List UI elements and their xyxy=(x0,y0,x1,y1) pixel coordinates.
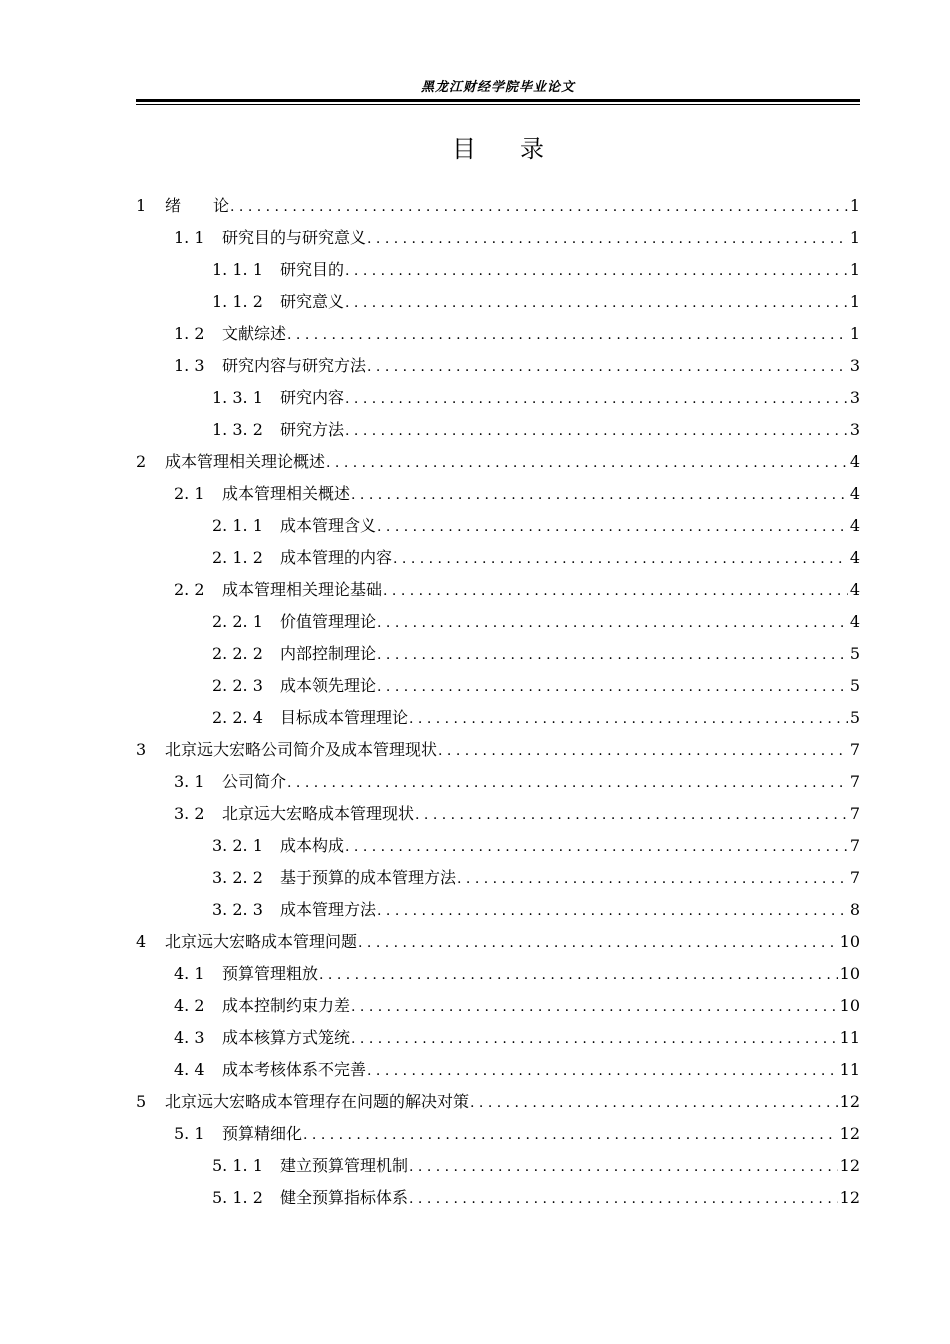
toc-entry-page: 3 xyxy=(849,356,860,375)
toc-dot-leader xyxy=(367,223,848,255)
toc-entry-page: 5 xyxy=(849,708,860,727)
toc-entry-page: 1 xyxy=(849,196,860,215)
toc-entry-number: 3. 2. 1 xyxy=(212,836,263,855)
toc-dot-leader xyxy=(351,991,838,1023)
toc-entry-title: 绪 论 xyxy=(165,196,230,215)
toc-dot-leader xyxy=(319,959,838,991)
toc-entry-number: 2. 1. 2 xyxy=(212,548,263,567)
toc-entry[interactable] xyxy=(136,958,860,990)
toc-entry-title: 成本控制约束力差 xyxy=(222,996,351,1015)
toc-entry-title: 预算管理粗放 xyxy=(222,964,319,983)
toc-entry[interactable] xyxy=(136,766,860,798)
toc-dot-leader xyxy=(470,1087,838,1119)
toc-entry-title: 研究意义 xyxy=(280,292,345,311)
toc-entry[interactable] xyxy=(136,190,860,222)
toc-entry-number: 5 xyxy=(136,1092,147,1111)
toc-entry-title: 成本管理的内容 xyxy=(280,548,393,567)
toc-entry-number: 2. 2. 1 xyxy=(212,612,263,631)
toc-entry-title: 北京远大宏略成本管理存在问题的解决对策 xyxy=(165,1092,470,1111)
toc-entry[interactable] xyxy=(136,862,860,894)
toc-entry-page: 10 xyxy=(839,932,860,951)
toc-entry[interactable] xyxy=(136,638,860,670)
toc-entry[interactable] xyxy=(136,1118,860,1150)
toc-dot-leader xyxy=(345,415,848,447)
toc-entry-number: 5. 1. 1 xyxy=(212,1156,263,1175)
toc-entry-number: 3. 2 xyxy=(174,804,205,823)
toc-entry-page: 10 xyxy=(839,996,860,1015)
title-char-2: 录 xyxy=(520,135,544,163)
toc-entry-title: 预算精细化 xyxy=(222,1124,303,1143)
toc-entry-number: 4. 2 xyxy=(174,996,205,1015)
toc-entry-title: 目标成本管理理论 xyxy=(280,708,409,727)
toc-entry-number: 2. 2 xyxy=(174,580,205,599)
toc-entry-number: 3. 1 xyxy=(174,772,205,791)
toc-entry-number: 1. 3. 2 xyxy=(212,420,263,439)
toc-entry[interactable] xyxy=(136,1086,860,1118)
toc-entry-title: 成本考核体系不完善 xyxy=(222,1060,367,1079)
toc-entry[interactable] xyxy=(136,382,860,414)
toc-entry-title: 北京远大宏略成本管理问题 xyxy=(165,932,358,951)
toc-entry[interactable] xyxy=(136,894,860,926)
toc-dot-leader xyxy=(345,831,848,863)
toc-entry-number: 2. 1. 1 xyxy=(212,516,263,535)
toc-entry[interactable] xyxy=(136,830,860,862)
toc-entry[interactable] xyxy=(136,574,860,606)
toc-entry-page: 12 xyxy=(839,1124,860,1143)
toc-entry[interactable] xyxy=(136,446,860,478)
toc-entry-number: 2. 1 xyxy=(174,484,205,503)
page-header: 黑龙江财经学院毕业论文 xyxy=(420,80,575,95)
toc-dot-leader xyxy=(409,703,848,735)
toc-entry-number: 2 xyxy=(136,452,147,471)
toc-entry-number: 4 xyxy=(136,932,147,951)
toc-dot-leader xyxy=(377,671,848,703)
toc-entry-number: 1. 1. 2 xyxy=(212,292,263,311)
toc-entry-page: 1 xyxy=(849,228,860,247)
toc-entry[interactable] xyxy=(136,510,860,542)
toc-entry[interactable] xyxy=(136,542,860,574)
toc-entry-title: 成本管理相关概述 xyxy=(222,484,351,503)
toc-entry-title: 研究内容与研究方法 xyxy=(222,356,367,375)
toc-dot-leader xyxy=(345,287,848,319)
toc-entry-title: 研究内容 xyxy=(280,388,345,407)
toc-dot-leader xyxy=(345,255,848,287)
toc-entry[interactable] xyxy=(136,702,860,734)
toc-entry-page: 5 xyxy=(849,676,860,695)
toc-entry[interactable] xyxy=(136,926,860,958)
title-char-1: 目 xyxy=(452,135,476,163)
toc-entry-page: 4 xyxy=(849,580,860,599)
toc-entry-page: 8 xyxy=(849,900,860,919)
toc-entry-title: 成本管理含义 xyxy=(280,516,377,535)
toc-entry-page: 7 xyxy=(849,804,860,823)
table-of-contents xyxy=(136,190,860,1214)
toc-dot-leader xyxy=(358,927,838,959)
toc-entry-page: 7 xyxy=(849,772,860,791)
toc-entry-title: 基于预算的成本管理方法 xyxy=(280,868,457,887)
toc-entry[interactable] xyxy=(136,350,860,382)
toc-entry-page: 4 xyxy=(849,452,860,471)
toc-entry-page: 12 xyxy=(839,1156,860,1175)
toc-dot-leader xyxy=(230,191,848,223)
toc-entry-title: 内部控制理论 xyxy=(280,644,377,663)
toc-entry-number: 1. 3 xyxy=(174,356,205,375)
toc-dot-leader xyxy=(287,767,848,799)
toc-entry[interactable] xyxy=(136,734,860,766)
toc-dot-leader xyxy=(377,511,848,543)
toc-entry-title: 成本管理相关理论基础 xyxy=(222,580,383,599)
header-rule-thin xyxy=(136,104,860,105)
toc-entry-title: 公司简介 xyxy=(222,772,287,791)
toc-entry[interactable] xyxy=(136,414,860,446)
header-rule-thick xyxy=(136,99,860,102)
toc-dot-leader xyxy=(409,1151,838,1183)
toc-dot-leader xyxy=(367,351,848,383)
toc-entry-number: 2. 2. 2 xyxy=(212,644,263,663)
toc-entry-number: 2. 2. 3 xyxy=(212,676,263,695)
toc-entry-page: 7 xyxy=(849,836,860,855)
toc-entry-title: 研究方法 xyxy=(280,420,345,439)
page-title xyxy=(136,133,860,165)
toc-entry-title: 成本管理方法 xyxy=(280,900,377,919)
toc-entry-page: 1 xyxy=(849,260,860,279)
toc-entry-number: 4. 3 xyxy=(174,1028,205,1047)
toc-entry-page: 12 xyxy=(839,1092,860,1111)
toc-dot-leader xyxy=(287,319,848,351)
toc-entry-number: 5. 1 xyxy=(174,1124,205,1143)
toc-entry-number: 3. 2. 3 xyxy=(212,900,263,919)
toc-entry[interactable] xyxy=(136,254,860,286)
toc-entry[interactable] xyxy=(136,1182,860,1214)
toc-entry[interactable] xyxy=(136,286,860,318)
toc-dot-leader xyxy=(457,863,848,895)
toc-entry[interactable] xyxy=(136,990,860,1022)
toc-entry-title: 成本核算方式笼统 xyxy=(222,1028,351,1047)
toc-entry-page: 3 xyxy=(849,420,860,439)
toc-dot-leader xyxy=(326,447,848,479)
toc-dot-leader xyxy=(383,575,848,607)
toc-entry-page: 7 xyxy=(849,868,860,887)
toc-entry-title: 健全预算指标体系 xyxy=(280,1188,409,1207)
toc-entry[interactable] xyxy=(136,1054,860,1086)
toc-dot-leader xyxy=(351,479,848,511)
toc-dot-leader xyxy=(303,1119,838,1151)
toc-dot-leader xyxy=(393,543,848,575)
toc-entry[interactable] xyxy=(136,222,860,254)
toc-dot-leader xyxy=(377,639,848,671)
toc-entry-title: 文献综述 xyxy=(222,324,287,343)
toc-entry-page: 10 xyxy=(839,964,860,983)
toc-entry[interactable] xyxy=(136,1022,860,1054)
toc-entry-number: 2. 2. 4 xyxy=(212,708,263,727)
toc-entry[interactable] xyxy=(136,478,860,510)
toc-entry-title: 成本管理相关理论概述 xyxy=(165,452,326,471)
toc-entry[interactable] xyxy=(136,670,860,702)
toc-entry[interactable] xyxy=(136,798,860,830)
toc-dot-leader xyxy=(377,895,848,927)
toc-entry-number: 4. 1 xyxy=(174,964,205,983)
toc-entry-title: 北京远大宏略公司简介及成本管理现状 xyxy=(165,740,438,759)
toc-entry-number: 1. 1. 1 xyxy=(212,260,263,279)
toc-entry-page: 12 xyxy=(839,1188,860,1207)
toc-entry-title: 北京远大宏略成本管理现状 xyxy=(222,804,415,823)
toc-entry-page: 4 xyxy=(849,484,860,503)
toc-entry-page: 1 xyxy=(849,292,860,311)
toc-entry[interactable] xyxy=(136,606,860,638)
toc-entry-page: 1 xyxy=(849,324,860,343)
toc-entry-page: 7 xyxy=(849,740,860,759)
toc-entry-title: 研究目的与研究意义 xyxy=(222,228,367,247)
toc-entry-number: 4. 4 xyxy=(174,1060,205,1079)
toc-entry-page: 4 xyxy=(849,516,860,535)
toc-entry-title: 研究目的 xyxy=(280,260,345,279)
toc-entry-page: 11 xyxy=(839,1028,860,1047)
toc-dot-leader xyxy=(367,1055,838,1087)
toc-entry-number: 1. 3. 1 xyxy=(212,388,263,407)
toc-dot-leader xyxy=(345,383,848,415)
toc-entry-number: 1. 1 xyxy=(174,228,205,247)
toc-entry-number: 1 xyxy=(136,196,147,215)
toc-entry[interactable] xyxy=(136,318,860,350)
toc-dot-leader xyxy=(415,799,848,831)
toc-dot-leader xyxy=(377,607,848,639)
toc-dot-leader xyxy=(438,735,848,767)
toc-entry-page: 3 xyxy=(849,388,860,407)
toc-entry-number: 3 xyxy=(136,740,147,759)
toc-entry-title: 成本构成 xyxy=(280,836,345,855)
toc-entry-title: 建立预算管理机制 xyxy=(280,1156,409,1175)
toc-entry-page: 11 xyxy=(839,1060,860,1079)
toc-entry-title: 价值管理理论 xyxy=(280,612,377,631)
toc-entry-number: 3. 2. 2 xyxy=(212,868,263,887)
toc-entry[interactable] xyxy=(136,1150,860,1182)
toc-entry-number: 1. 2 xyxy=(174,324,205,343)
toc-entry-page: 4 xyxy=(849,548,860,567)
toc-entry-number: 5. 1. 2 xyxy=(212,1188,263,1207)
toc-dot-leader xyxy=(409,1183,838,1215)
toc-entry-page: 4 xyxy=(849,612,860,631)
toc-entry-title: 成本领先理论 xyxy=(280,676,377,695)
toc-dot-leader xyxy=(351,1023,838,1055)
toc-entry-page: 5 xyxy=(849,644,860,663)
